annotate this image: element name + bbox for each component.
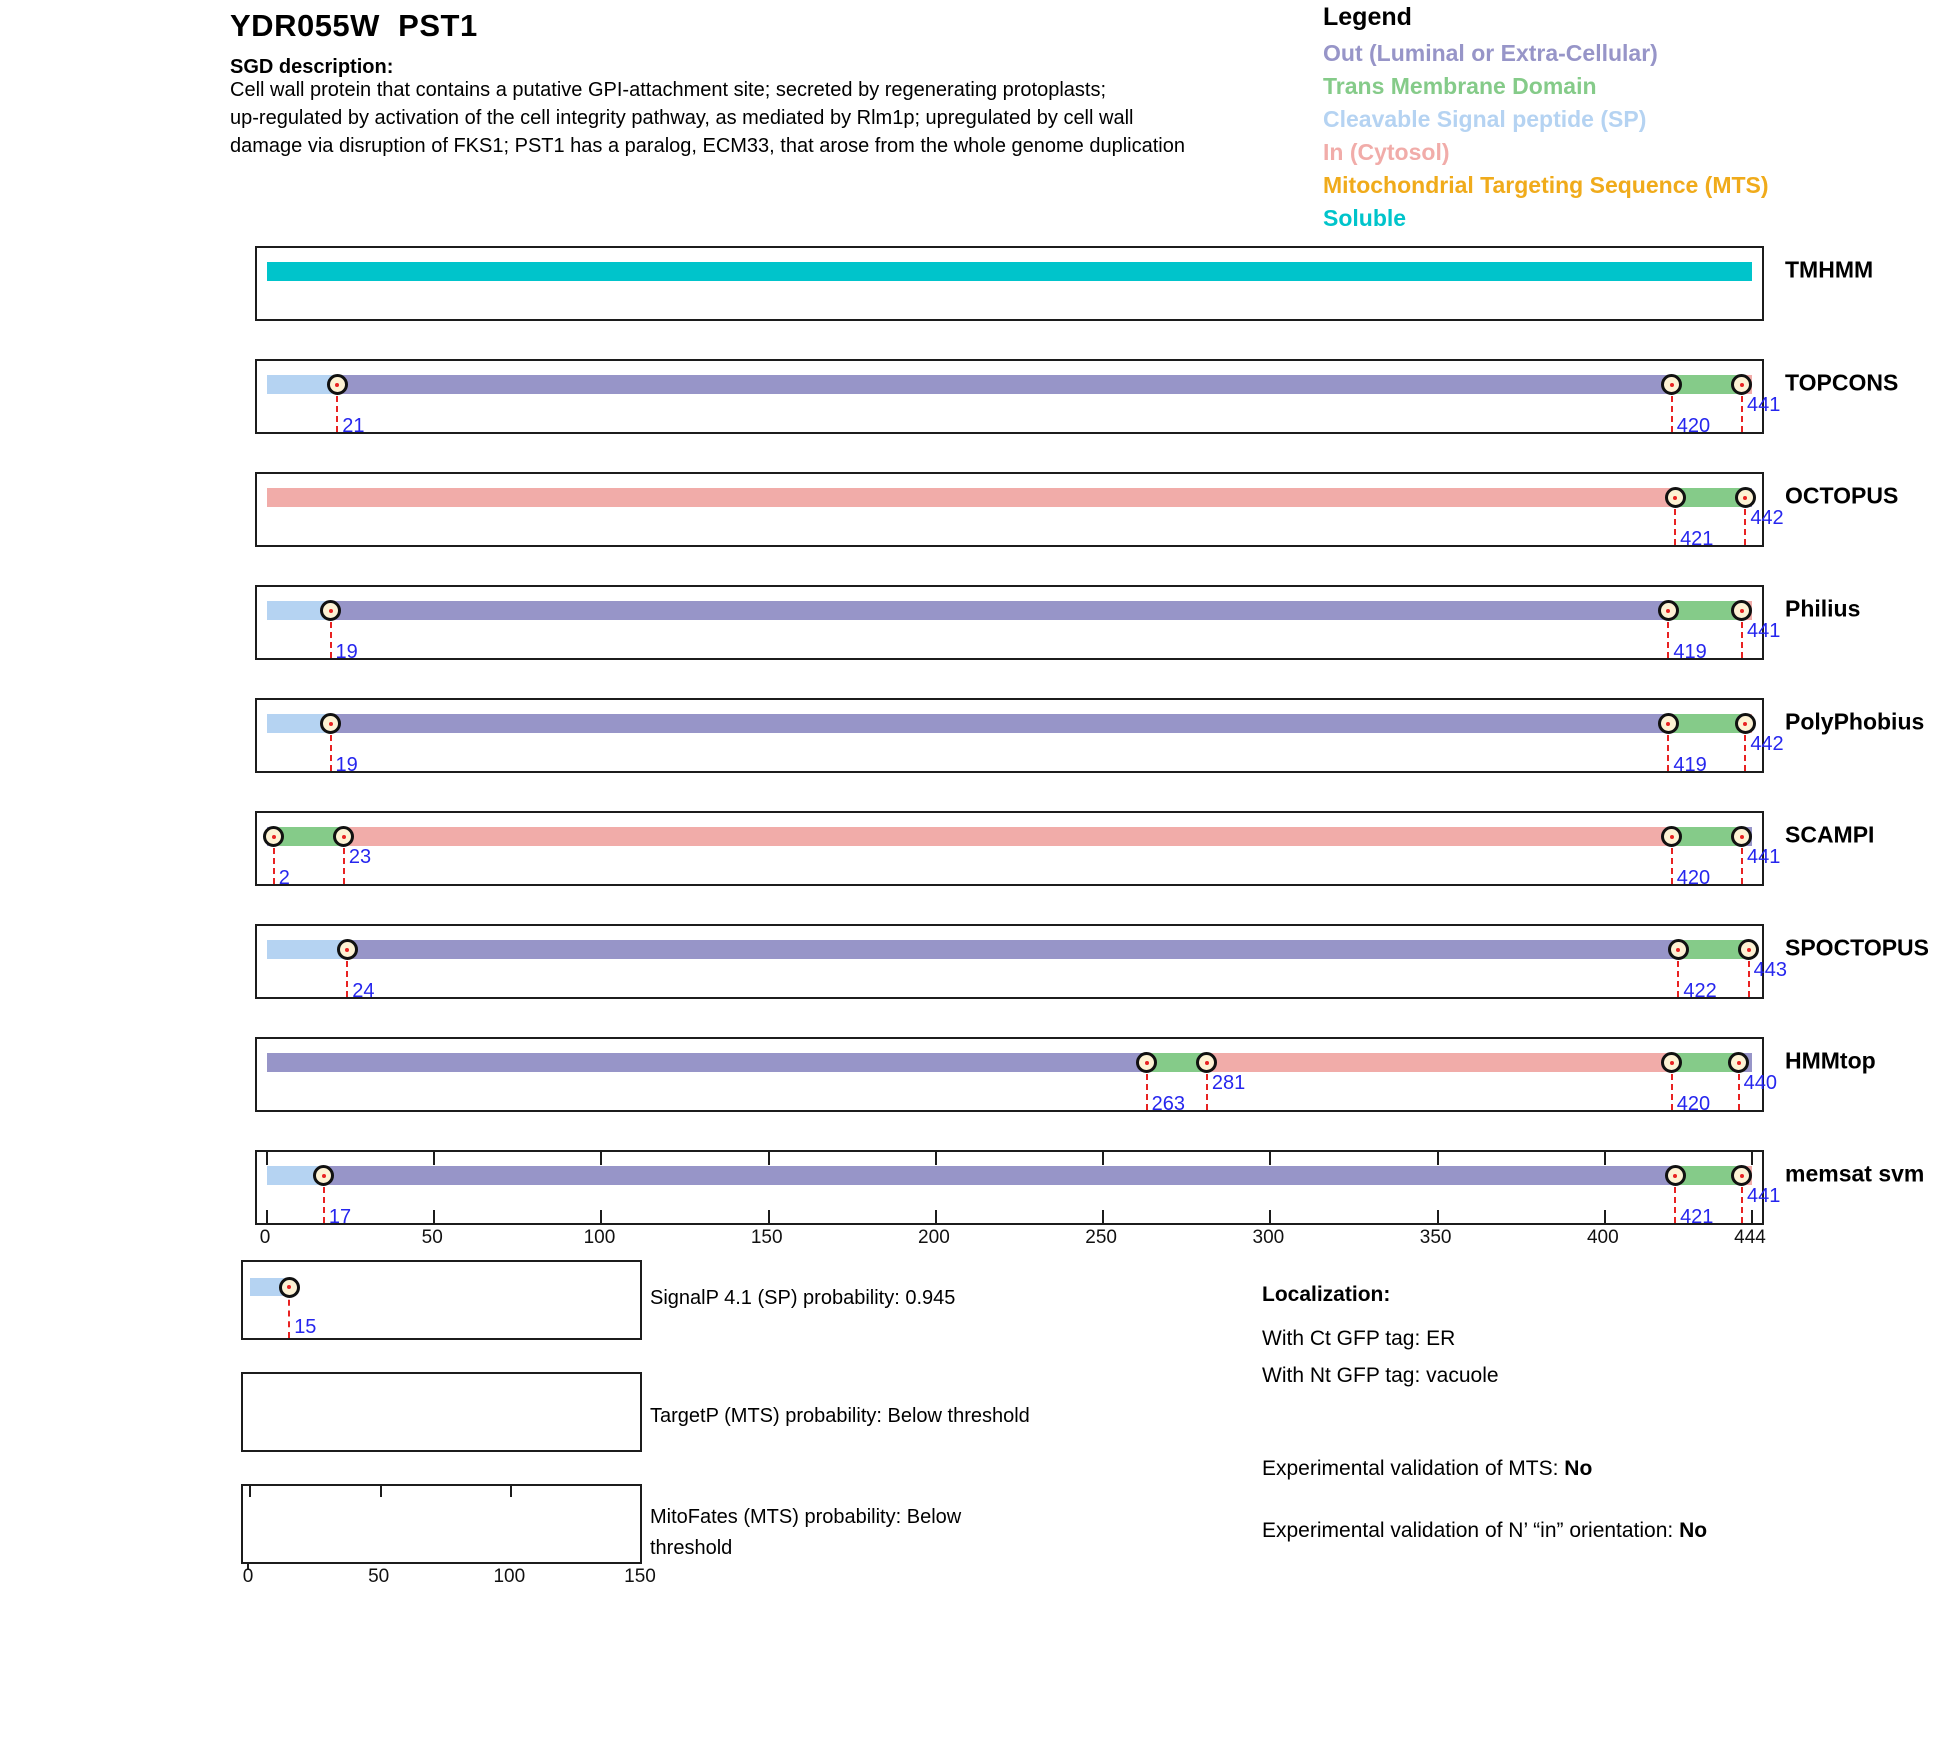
topology-segment-in (1207, 1053, 1672, 1072)
position-marker-icon (1658, 600, 1679, 621)
topology-segment-in (344, 827, 1672, 846)
frame-tick (266, 1210, 268, 1223)
track-box-topcons (255, 359, 1781, 437)
axis-tick-label: 350 (1419, 1227, 1452, 1248)
prob-track-box-2 (241, 1484, 642, 1564)
frame-tick (510, 1486, 512, 1497)
position-label: 2 (278, 867, 290, 889)
topology-segment-out (267, 1053, 1147, 1072)
page-title: YDR055W PST1 (230, 8, 478, 43)
position-label: 21 (342, 415, 365, 437)
prob-track-label-1 (650, 1401, 1030, 1432)
prob-track-label-2 (650, 1502, 961, 1564)
legend (1323, 2, 1769, 235)
legend-item-sp: Cleavable Signal peptide (SP) (1323, 106, 1647, 132)
frame-tick (768, 1152, 770, 1165)
position-label: 422 (1683, 980, 1717, 1002)
position-marker-icon (337, 939, 358, 960)
track-box-scampi (255, 811, 1781, 889)
position-label: 17 (328, 1206, 352, 1228)
position-label: 443 (1753, 959, 1788, 981)
mts-validation-line (1262, 1457, 1592, 1481)
position-label: 442 (1750, 733, 1784, 755)
track-name-label-spoctopus: SPOCTOPUS (1785, 934, 1929, 961)
frame-tick (600, 1152, 602, 1165)
position-label: 19 (335, 641, 358, 663)
axis-tick-label: 150 (750, 1227, 783, 1248)
sgd-description-line: up-regulated by activation of the cell integrity pathway, as mediated by Rlm1p; upregulated by cell wall (230, 107, 1134, 129)
axis-tick-label: 300 (1252, 1227, 1285, 1248)
frame-tick (1751, 1152, 1753, 1165)
topology-segment-sp (267, 940, 347, 959)
orientation-validation-line (1262, 1519, 1707, 1543)
position-label: 420 (1676, 867, 1711, 889)
position-label: 442 (1750, 507, 1784, 529)
position-label: 420 (1676, 1093, 1711, 1115)
frame-tick (1604, 1152, 1606, 1165)
frame-tick (266, 1152, 268, 1165)
sgd-description-label: SGD description: (230, 56, 394, 78)
position-label: 15 (294, 1316, 317, 1338)
frame-tick (1751, 1210, 1753, 1223)
position-label: 421 (1680, 1206, 1714, 1228)
frame-tick (935, 1152, 937, 1165)
topology-segment-out (331, 714, 1669, 733)
position-label: 421 (1680, 528, 1714, 550)
position-label: 419 (1673, 754, 1707, 776)
axis-tick-label: 444 (1734, 1227, 1766, 1248)
nt-gfp-line: With Nt GFP tag: vacuole (1262, 1364, 1499, 1387)
position-marker-icon (1735, 487, 1756, 508)
track-name-label-octopus: OCTOPUS (1785, 482, 1899, 509)
position-marker-icon (1665, 487, 1686, 508)
prob-track-label-line: TargetP (MTS) probability: Below threshold (650, 1405, 1030, 1427)
prob-track-label-line: MitoFates (MTS) probability: Below (650, 1506, 962, 1528)
position-label: 420 (1676, 415, 1711, 437)
position-marker-icon (320, 713, 341, 734)
position-marker-icon (1738, 939, 1759, 960)
topology-segment-out (347, 940, 1678, 959)
axis-tick-label: 100 (583, 1227, 616, 1248)
track-name-label-memsat-svm: memsat svm (1785, 1160, 1925, 1187)
ct-gfp-line: With Ct GFP tag: ER (1262, 1327, 1456, 1350)
position-label: 419 (1673, 641, 1707, 663)
topology-segment-soluble (267, 262, 1752, 281)
position-marker-icon (1728, 1052, 1749, 1073)
orientation-validation-value: No (1679, 1519, 1708, 1542)
topology-segment-out (324, 1166, 1675, 1185)
track-box-tmhmm (255, 246, 1764, 321)
sgd-description (230, 76, 1185, 160)
position-marker-icon (320, 600, 341, 621)
position-marker-icon (1136, 1052, 1157, 1073)
prob-axis-tick-label: 0 (242, 1566, 254, 1587)
frame-tick (600, 1210, 602, 1223)
frame-tick (1269, 1210, 1271, 1223)
track-box-octopus (255, 472, 1784, 550)
track-box-philius (255, 585, 1781, 663)
legend-item-tm: Trans Membrane Domain (1323, 73, 1597, 99)
position-label: 24 (352, 980, 375, 1002)
axis-tick-label: 50 (421, 1227, 443, 1248)
frame-tick (935, 1210, 937, 1223)
frame-tick (433, 1210, 435, 1223)
position-marker-icon (1735, 713, 1756, 734)
frame-tick (249, 1486, 251, 1497)
axis-tick-label: 200 (918, 1227, 950, 1248)
position-label: 440 (1743, 1072, 1777, 1094)
position-label: 441 (1746, 846, 1781, 868)
localization-title: Localization: (1262, 1283, 1391, 1306)
frame-tick (1102, 1152, 1104, 1165)
track-name-label-philius: Philius (1785, 595, 1861, 622)
prob-axis-tick-label: 100 (493, 1566, 526, 1587)
frame-tick (380, 1486, 382, 1497)
prob-track-label-0 (650, 1283, 955, 1314)
frame-tick (1604, 1210, 1606, 1223)
frame-tick (1269, 1152, 1271, 1165)
legend-item-soluble: Soluble (1323, 205, 1407, 231)
track-name-label-polyphobius: PolyPhobius (1785, 708, 1925, 735)
position-label: 441 (1746, 394, 1781, 416)
topology-segment-out (331, 601, 1669, 620)
legend-title: Legend (1323, 3, 1412, 31)
legend-items (1323, 37, 1769, 235)
mts-validation-prefix: Experimental validation of MTS: (1262, 1457, 1565, 1480)
position-label: 263 (1151, 1093, 1185, 1115)
track-name-label-scampi: SCAMPI (1785, 821, 1875, 848)
prob-track-box-1 (241, 1372, 642, 1452)
position-label: 441 (1746, 1185, 1781, 1207)
frame-tick (1437, 1210, 1439, 1223)
position-label: 19 (335, 754, 358, 776)
sgd-description-line: Cell wall protein that contains a putative GPI-attachment site; secreted by regenerating protoplasts; (230, 79, 1107, 101)
mts-validation-value: No (1564, 1457, 1593, 1480)
topology-segment-out (337, 375, 1671, 394)
frame-tick (768, 1210, 770, 1223)
track-name-label-topcons: TOPCONS (1785, 369, 1899, 396)
sgd-description-line: damage via disruption of FKS1; PST1 has a paralog, ECM33, that arose from the whole genome duplication (230, 135, 1185, 157)
prob-track-label-line: SignalP 4.1 (SP) probability: 0.945 (650, 1287, 956, 1309)
topology-segment-in (267, 488, 1675, 507)
frame-tick (1437, 1152, 1439, 1165)
position-marker-icon (1668, 939, 1689, 960)
legend-item-mts: Mitochondrial Targeting Sequence (MTS) (1323, 172, 1769, 198)
frame-tick (433, 1152, 435, 1165)
track-box-polyphobius (255, 698, 1784, 776)
track-box-spoctopus (255, 924, 1788, 1002)
position-label: 23 (348, 846, 372, 868)
track-box-hmmtop (255, 1037, 1777, 1115)
position-marker-icon (1665, 1165, 1686, 1186)
topology-segment-tm (1668, 714, 1745, 733)
prob-axis-tick-label: 50 (368, 1566, 390, 1587)
orientation-validation-prefix: Experimental validation of N’ “in” orientation: (1262, 1519, 1680, 1542)
axis-tick-label: 0 (259, 1227, 271, 1248)
prob-track-label-line: threshold (650, 1537, 733, 1559)
prob-axis-tick-label: 150 (624, 1566, 656, 1587)
prob-track-box-0 (241, 1260, 642, 1340)
legend-item-in: In (Cytosol) (1323, 139, 1450, 165)
track-name-label-hmmtop: HMMtop (1785, 1047, 1876, 1074)
legend-item-out: Out (Luminal or Extra-Cellular) (1323, 40, 1658, 66)
position-marker-icon (279, 1277, 300, 1298)
frame-tick (1102, 1210, 1104, 1223)
track-box-memsat-svm (255, 1150, 1781, 1228)
axis-tick-label: 400 (1586, 1227, 1619, 1248)
position-label: 281 (1211, 1072, 1246, 1094)
position-label: 441 (1746, 620, 1781, 642)
axis-tick-label: 250 (1085, 1227, 1117, 1248)
position-marker-icon (327, 374, 348, 395)
position-marker-icon (1658, 713, 1679, 734)
track-name-label-tmhmm: TMHMM (1785, 256, 1874, 283)
